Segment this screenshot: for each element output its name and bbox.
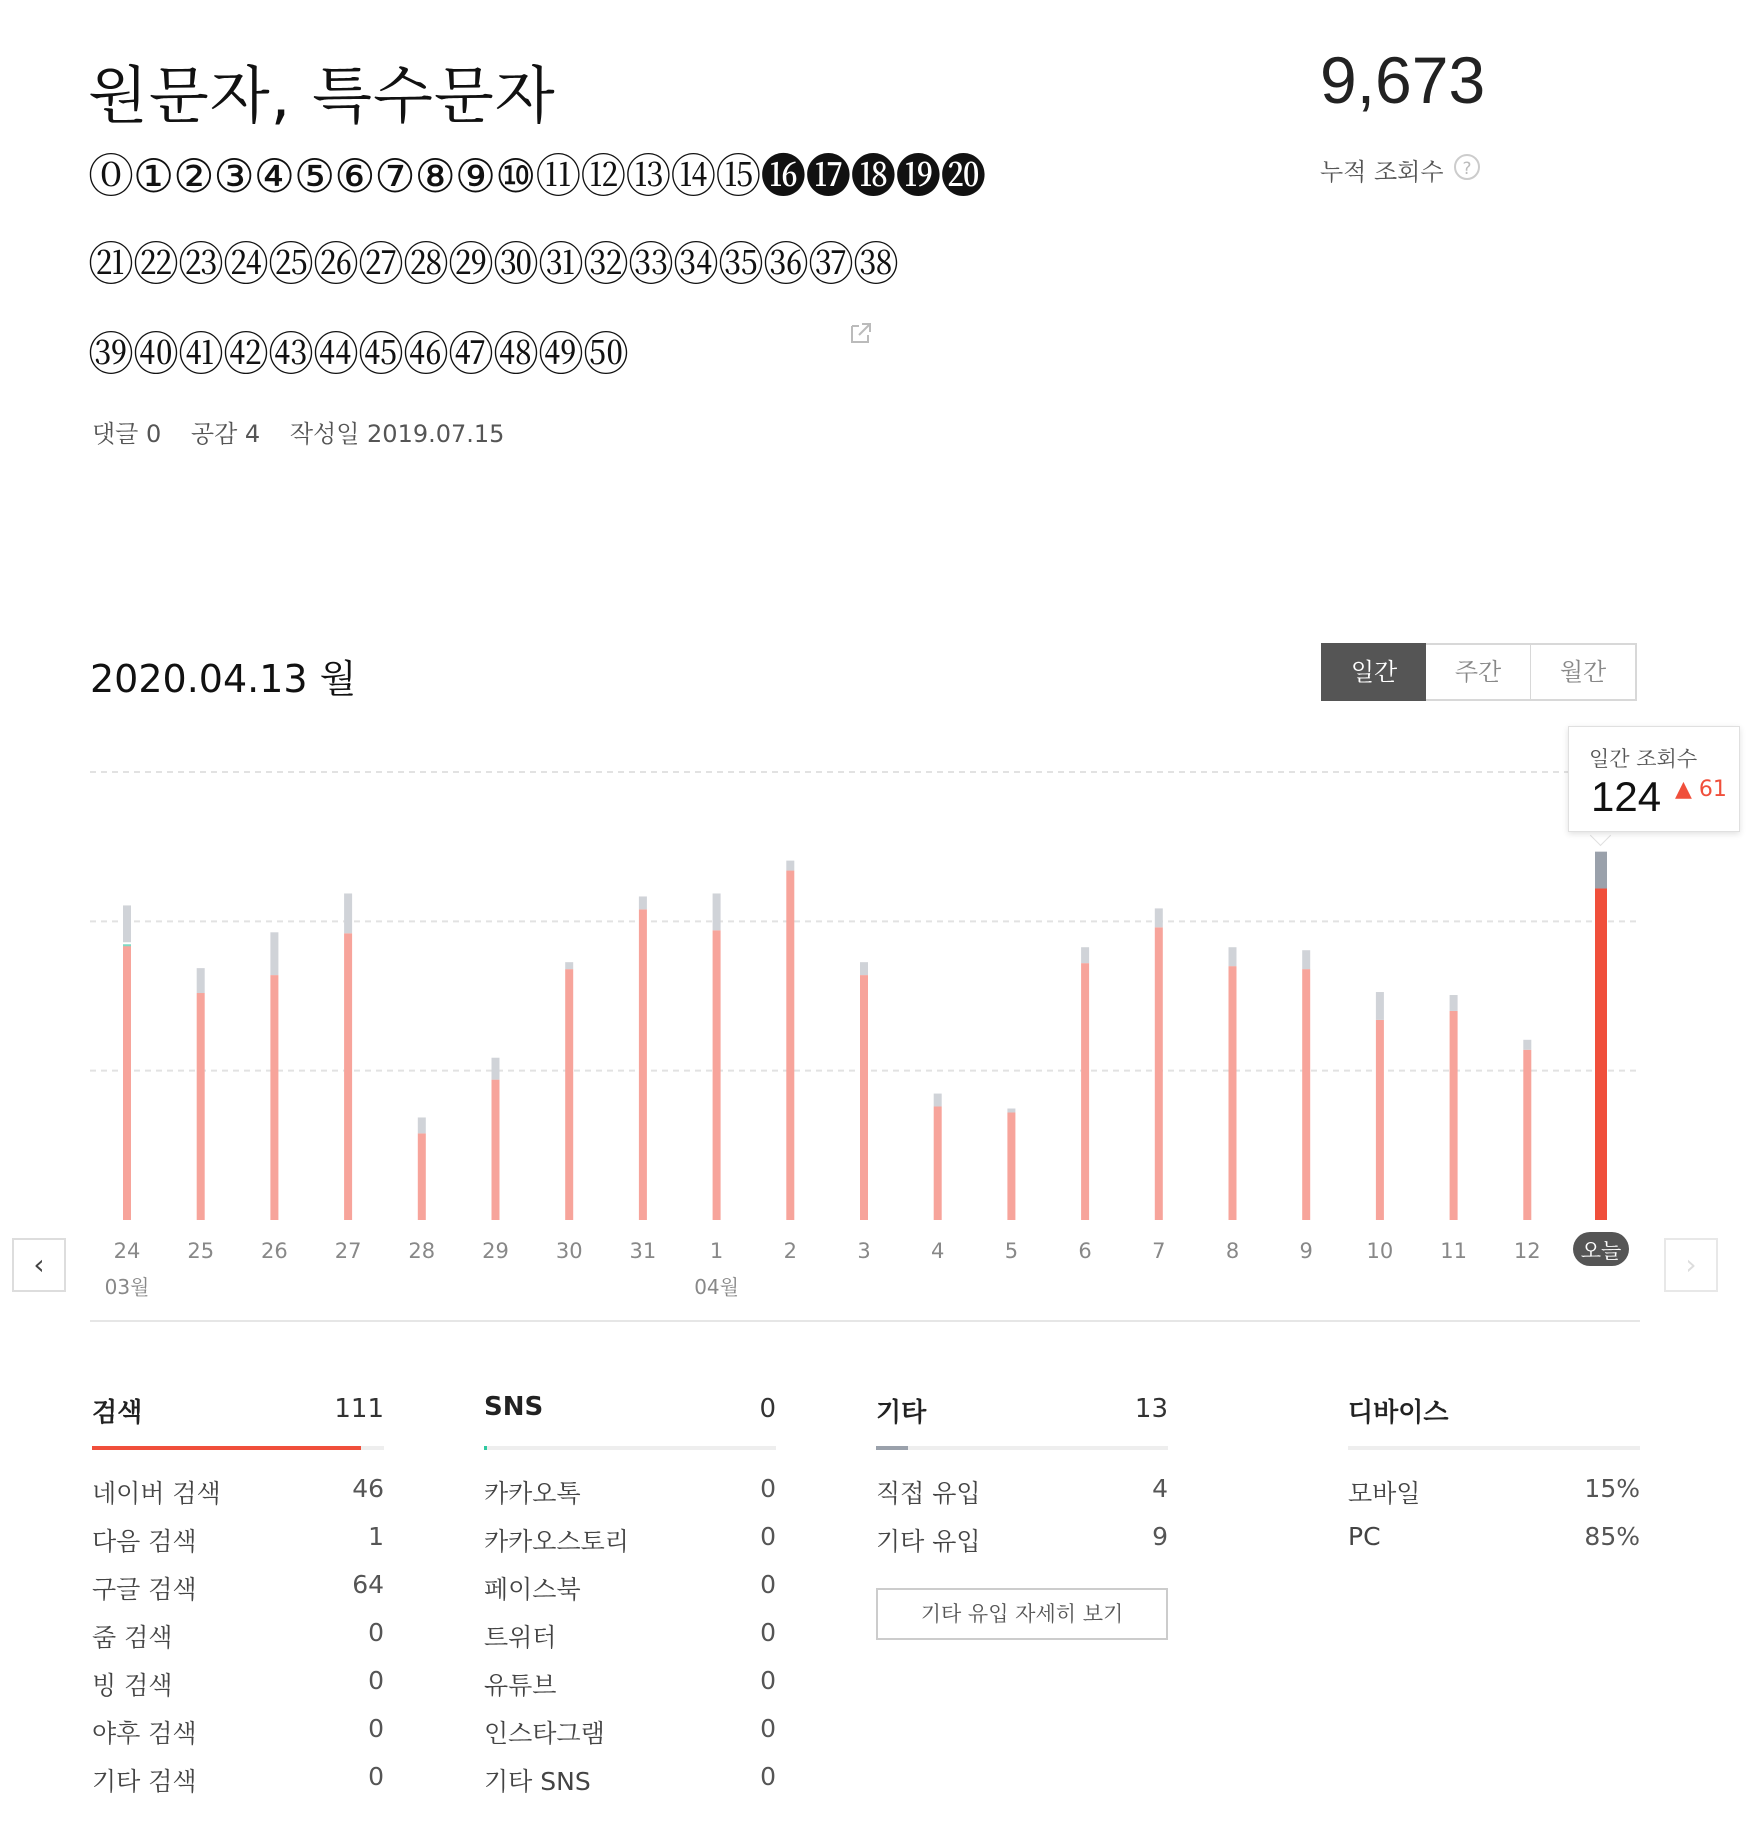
section-divider (90, 1320, 1640, 1322)
channel-name: 기타 (876, 1398, 927, 1428)
row-label: 다음 검색 (92, 1527, 197, 1556)
post-title-circled-line-1: ⓪①②③④⑤⑥⑦⑧⑨⑩⑪⑫⑬⑭⑮⓰⓱⓲⓳⓴ (88, 149, 986, 203)
channel-sns (484, 1392, 776, 1810)
tooltip-label: 일간 조회수 (1589, 747, 1698, 771)
row-label: 유튜브 (484, 1671, 557, 1700)
post-date: 작성일 2019.07.15 (289, 420, 505, 448)
daily-views-tooltip (1568, 726, 1740, 832)
tab-daily[interactable]: 일간 (1321, 643, 1427, 701)
x-tick-label[interactable]: 25 (187, 1239, 215, 1263)
next-period-button[interactable]: › (1664, 1238, 1718, 1292)
bar-etc[interactable] (1155, 908, 1163, 927)
x-tick-label[interactable]: 26 (261, 1239, 288, 1263)
x-tick-label[interactable]: 1 (709, 1239, 724, 1263)
list-item (92, 1474, 384, 1522)
channel-search (92, 1392, 384, 1810)
channel-header (92, 1392, 384, 1432)
post-title-circled-line-3: ㊴㊵㊶㊷㊸㊹㊺㊻㊼㊽㊾㊿ (88, 327, 628, 381)
channel-share-bar (1348, 1446, 1640, 1450)
bar-etc[interactable] (1523, 1040, 1531, 1050)
post-title-circled-line-2: ㉑㉒㉓㉔㉕㉖㉗㉘㉙㉚㉛㉜㉝㉞㉟㊱㊲㊳ (88, 237, 898, 291)
bar-search[interactable] (270, 975, 278, 1220)
bar-etc[interactable] (934, 1094, 942, 1107)
channel-total: 111 (334, 1394, 384, 1424)
row-value: 9 (1152, 1522, 1168, 1551)
row-label: 카카오스토리 (484, 1527, 629, 1556)
list-item (876, 1522, 1168, 1570)
bar-etc[interactable] (123, 905, 131, 942)
bar-search[interactable] (1229, 966, 1237, 1220)
row-value: 0 (760, 1714, 776, 1743)
x-tick-label[interactable]: 3 (857, 1239, 871, 1263)
row-value: 0 (760, 1762, 776, 1791)
channel-share-bar (92, 1446, 384, 1450)
row-label: 인스타그램 (484, 1719, 605, 1748)
row-label: 구글 검색 (92, 1575, 197, 1604)
x-tick-label[interactable]: 8 (1225, 1239, 1240, 1263)
row-label: 기타 검색 (92, 1767, 197, 1796)
bar-search[interactable] (1155, 927, 1163, 1220)
row-value: 0 (760, 1570, 776, 1599)
bar-search[interactable] (1302, 969, 1310, 1220)
list-item (484, 1570, 776, 1618)
row-value: 0 (368, 1618, 384, 1647)
channel-header (1348, 1392, 1640, 1432)
x-tick-label[interactable]: 오늘 (1580, 1239, 1622, 1263)
bar-etc[interactable] (1302, 950, 1310, 969)
like-count[interactable]: 공감 4 (190, 420, 261, 448)
channel-device (1348, 1392, 1640, 1570)
bar-etc[interactable] (713, 893, 721, 930)
total-views: 9,673 (1320, 43, 1486, 117)
x-tick-label[interactable]: 29 (482, 1239, 509, 1263)
row-label: 기타 유입 (876, 1527, 981, 1556)
channel-name: 검색 (92, 1398, 143, 1428)
list-item (92, 1714, 384, 1762)
bar-search[interactable] (123, 945, 131, 1220)
x-tick-label[interactable]: 10 (1366, 1239, 1394, 1263)
row-value: 0 (368, 1666, 384, 1695)
external-link-icon[interactable] (848, 320, 874, 346)
bar-search[interactable] (492, 1080, 500, 1220)
list-item (484, 1522, 776, 1570)
bar-etc[interactable] (565, 962, 573, 969)
list-item (92, 1666, 384, 1714)
bar-search[interactable] (1081, 963, 1089, 1220)
bar-search[interactable] (713, 930, 721, 1220)
bar-etc[interactable] (1595, 852, 1607, 889)
row-label: 트위터 (484, 1623, 557, 1652)
bar-search[interactable] (786, 871, 794, 1220)
bar-sns[interactable] (123, 944, 131, 946)
bar-search[interactable] (1595, 888, 1607, 1220)
row-label: 네이버 검색 (92, 1479, 221, 1508)
row-value: 64 (352, 1570, 384, 1599)
bar-search[interactable] (344, 933, 352, 1220)
row-value: 0 (368, 1714, 384, 1743)
total-views-label: 누적 조회수 (1320, 158, 1444, 186)
x-tick-label[interactable]: 9 (1299, 1239, 1313, 1263)
bar-search[interactable] (197, 993, 205, 1220)
row-label: 줌 검색 (92, 1623, 173, 1652)
x-tick-label[interactable]: 4 (931, 1239, 945, 1263)
bar-search[interactable] (934, 1107, 942, 1220)
row-value: 0 (760, 1666, 776, 1695)
bar-search[interactable] (639, 909, 647, 1220)
row-value: 46 (352, 1474, 384, 1503)
stats-date: 2020.04.13 월 (90, 657, 357, 701)
bar-etc[interactable] (1450, 995, 1458, 1011)
list-item (484, 1474, 776, 1522)
bar-etc[interactable] (344, 893, 352, 933)
row-label: 페이스북 (484, 1575, 581, 1604)
x-tick-label[interactable]: 30 (555, 1239, 583, 1263)
list-item (92, 1618, 384, 1666)
channel-share-fill (876, 1446, 908, 1450)
list-item (92, 1570, 384, 1618)
bar-search[interactable] (1450, 1011, 1458, 1220)
row-label: 빙 검색 (92, 1671, 173, 1700)
bar-search[interactable] (860, 975, 868, 1220)
x-tick-label[interactable]: 27 (334, 1239, 362, 1263)
row-value: 0 (760, 1522, 776, 1551)
list-item (1348, 1474, 1640, 1522)
x-tick-label[interactable]: 24 (113, 1239, 141, 1263)
channel-share-bar (876, 1446, 1168, 1450)
list-item (1348, 1522, 1640, 1570)
x-tick-label[interactable]: 6 (1078, 1239, 1092, 1263)
bar-etc[interactable] (492, 1058, 500, 1080)
channel-header (876, 1392, 1168, 1432)
comment-count[interactable]: 댓글 0 (92, 420, 162, 448)
row-value: 15% (1584, 1474, 1640, 1503)
channel-header (484, 1392, 776, 1432)
x-tick-label[interactable]: 5 (1004, 1239, 1019, 1263)
list-item (484, 1714, 776, 1762)
x-tick-label[interactable]: 31 (629, 1239, 657, 1263)
bar-search[interactable] (1376, 1020, 1384, 1220)
month-label: 03월 (104, 1275, 150, 1299)
x-tick-label[interactable]: 11 (1440, 1239, 1467, 1263)
bar-etc[interactable] (197, 968, 205, 993)
row-value: 0 (760, 1474, 776, 1503)
prev-period-button[interactable]: ‹ (12, 1238, 66, 1292)
list-item (484, 1666, 776, 1714)
row-label: 카카오톡 (484, 1479, 581, 1508)
x-tick-label[interactable]: 28 (408, 1239, 436, 1263)
daily-views-chart (0, 720, 1754, 1300)
bar-etc[interactable] (418, 1117, 426, 1133)
bar-etc[interactable] (1229, 947, 1237, 966)
row-value: 1 (368, 1522, 384, 1551)
list-item (92, 1762, 384, 1810)
month-label: 04월 (694, 1275, 739, 1299)
channel-name: SNS (484, 1392, 544, 1422)
bar-search[interactable] (418, 1133, 426, 1220)
bar-etc[interactable] (639, 896, 647, 909)
bar-etc[interactable] (1376, 992, 1384, 1020)
channel-share-fill (484, 1446, 487, 1450)
tab-monthly[interactable]: 월간 (1531, 643, 1637, 701)
help-icon[interactable]: ? (1454, 154, 1480, 180)
row-value: 4 (1152, 1474, 1168, 1503)
post-meta (92, 414, 526, 449)
tooltip-delta: ▲ 61 (1675, 777, 1727, 802)
row-label: 기타 SNS (484, 1767, 591, 1796)
post-title: 원문자, 특수문자 (88, 59, 556, 132)
etc-inflow-detail-button[interactable]: 기타 유입 자세히 보기 (876, 1588, 1168, 1640)
list-item (484, 1762, 776, 1810)
row-value: 85% (1584, 1522, 1640, 1551)
channel-share-fill (92, 1446, 361, 1450)
row-label: 야후 검색 (92, 1719, 197, 1748)
bar-etc[interactable] (786, 861, 794, 871)
channel-name: 디바이스 (1348, 1398, 1449, 1428)
bar-search[interactable] (1523, 1050, 1531, 1220)
row-value: 0 (368, 1762, 384, 1791)
row-value: 0 (760, 1618, 776, 1647)
list-item (92, 1522, 384, 1570)
x-tick-label[interactable]: 2 (783, 1239, 797, 1263)
x-tick-label[interactable]: 12 (1513, 1239, 1541, 1263)
x-tick-label[interactable]: 7 (1152, 1239, 1166, 1263)
bar-etc[interactable] (860, 962, 868, 975)
tooltip-value: 124 (1591, 773, 1662, 820)
row-label: PC (1348, 1522, 1381, 1551)
row-label: 모바일 (1348, 1479, 1421, 1508)
bar-etc[interactable] (270, 932, 278, 975)
bar-etc[interactable] (1007, 1109, 1015, 1113)
bar-search[interactable] (565, 969, 573, 1220)
channel-share-bar (484, 1446, 776, 1450)
channel-total: 13 (1134, 1394, 1168, 1424)
channel-etc (876, 1392, 1168, 1640)
tab-weekly[interactable]: 주간 (1426, 643, 1532, 701)
row-label: 직접 유입 (876, 1479, 981, 1508)
list-item (876, 1474, 1168, 1522)
list-item (484, 1618, 776, 1666)
bar-search[interactable] (1007, 1112, 1015, 1220)
bar-etc[interactable] (1081, 947, 1089, 963)
channel-total: 0 (759, 1394, 776, 1424)
